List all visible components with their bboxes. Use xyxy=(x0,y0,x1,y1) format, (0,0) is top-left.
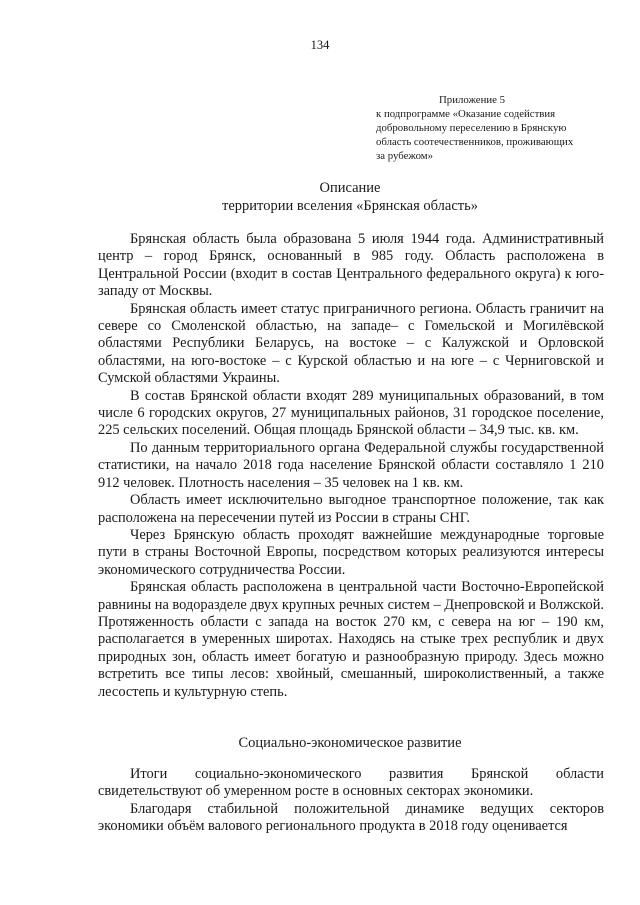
appendix-line: область соотечественников, проживающих xyxy=(376,136,574,148)
appendix-line: за рубежом» xyxy=(376,150,434,162)
section-heading: Социально-экономическое развитие xyxy=(238,735,462,751)
paragraph: Область имеет исключительно выгодное транспортное положение, так как расположена на пересечении путей из России в страны СНГ. xyxy=(98,492,604,526)
description-body xyxy=(98,231,604,701)
paragraph: Брянская область расположена в центральной части Восточно-Европейской равнины на водоразделе двух крупных речных систем – Днепровской и Волжской. Протяженность области с запада на восток 270 км, с севера на юг – 190 км, располагается в умеренных широтах. Находясь на стыке трех республик и двух природных зон, область имеет богатую и разнообразную природу. Здесь можно встретить все типы лесов: хвойный, смешанный, широколиственный, а также лесостепь и культурную степь. xyxy=(98,579,605,700)
appendix-title: Приложение 5 xyxy=(439,94,506,106)
section-body xyxy=(98,766,604,836)
page-number: 134 xyxy=(310,38,330,52)
paragraph: Благодаря стабильной положительной динамике ведущих секторов экономики объём валового регионального продукта в 2018 году оценивается xyxy=(98,800,604,835)
paragraph: По данным территориального органа Федеральной службы государственной статистики, на начало 2018 года население Брянской области составляло 1 210 912 человек. Плотность населения – 35 человек на 1 кв. км. xyxy=(98,439,604,491)
appendix-line: к подпрограмме «Оказание содействия xyxy=(376,108,556,120)
paragraph: Итоги социально-экономического развития Брянской области свидетельствуют об умеренном росте в основных секторах экономики. xyxy=(98,766,604,800)
appendix-line: добровольному переселению в Брянскую xyxy=(376,122,567,134)
document-title: Описание xyxy=(319,180,381,196)
appendix-block xyxy=(376,93,606,163)
document-subtitle: территории вселения «Брянская область» xyxy=(222,198,478,214)
paragraph: Брянская область имеет статус приграничного региона. Область граничит на севере со Смоленской областью, на западе– с Гомельской и Могилёвской областями Республики Беларусь, на востоке – с Калужской и Орловской областями, на юго-востоке – с Курской областью и на юге – с Черниговской и Сумской областями Украины. xyxy=(98,300,604,387)
paragraph: Через Брянскую область проходят важнейшие международные торговые пути в страны Восточной Европы, посредством которых реализуются интересы экономического сотрудничества России. xyxy=(98,526,604,578)
paragraph: В состав Брянской области входят 289 муниципальных образований, в том числе 6 городских округов, 27 муниципальных районов, 31 городское поселение, 225 сельских поселений. Общая площадь Брянской области – 34,9 тыс. кв. км. xyxy=(98,387,604,439)
paragraph: Брянская область была образована 5 июля 1944 года. Административный центр – город Брянск, основанный в 985 году. Область расположена в Центральной России (входит в состав Центрального федерального округа) к юго-западу от Москвы. xyxy=(98,231,604,300)
